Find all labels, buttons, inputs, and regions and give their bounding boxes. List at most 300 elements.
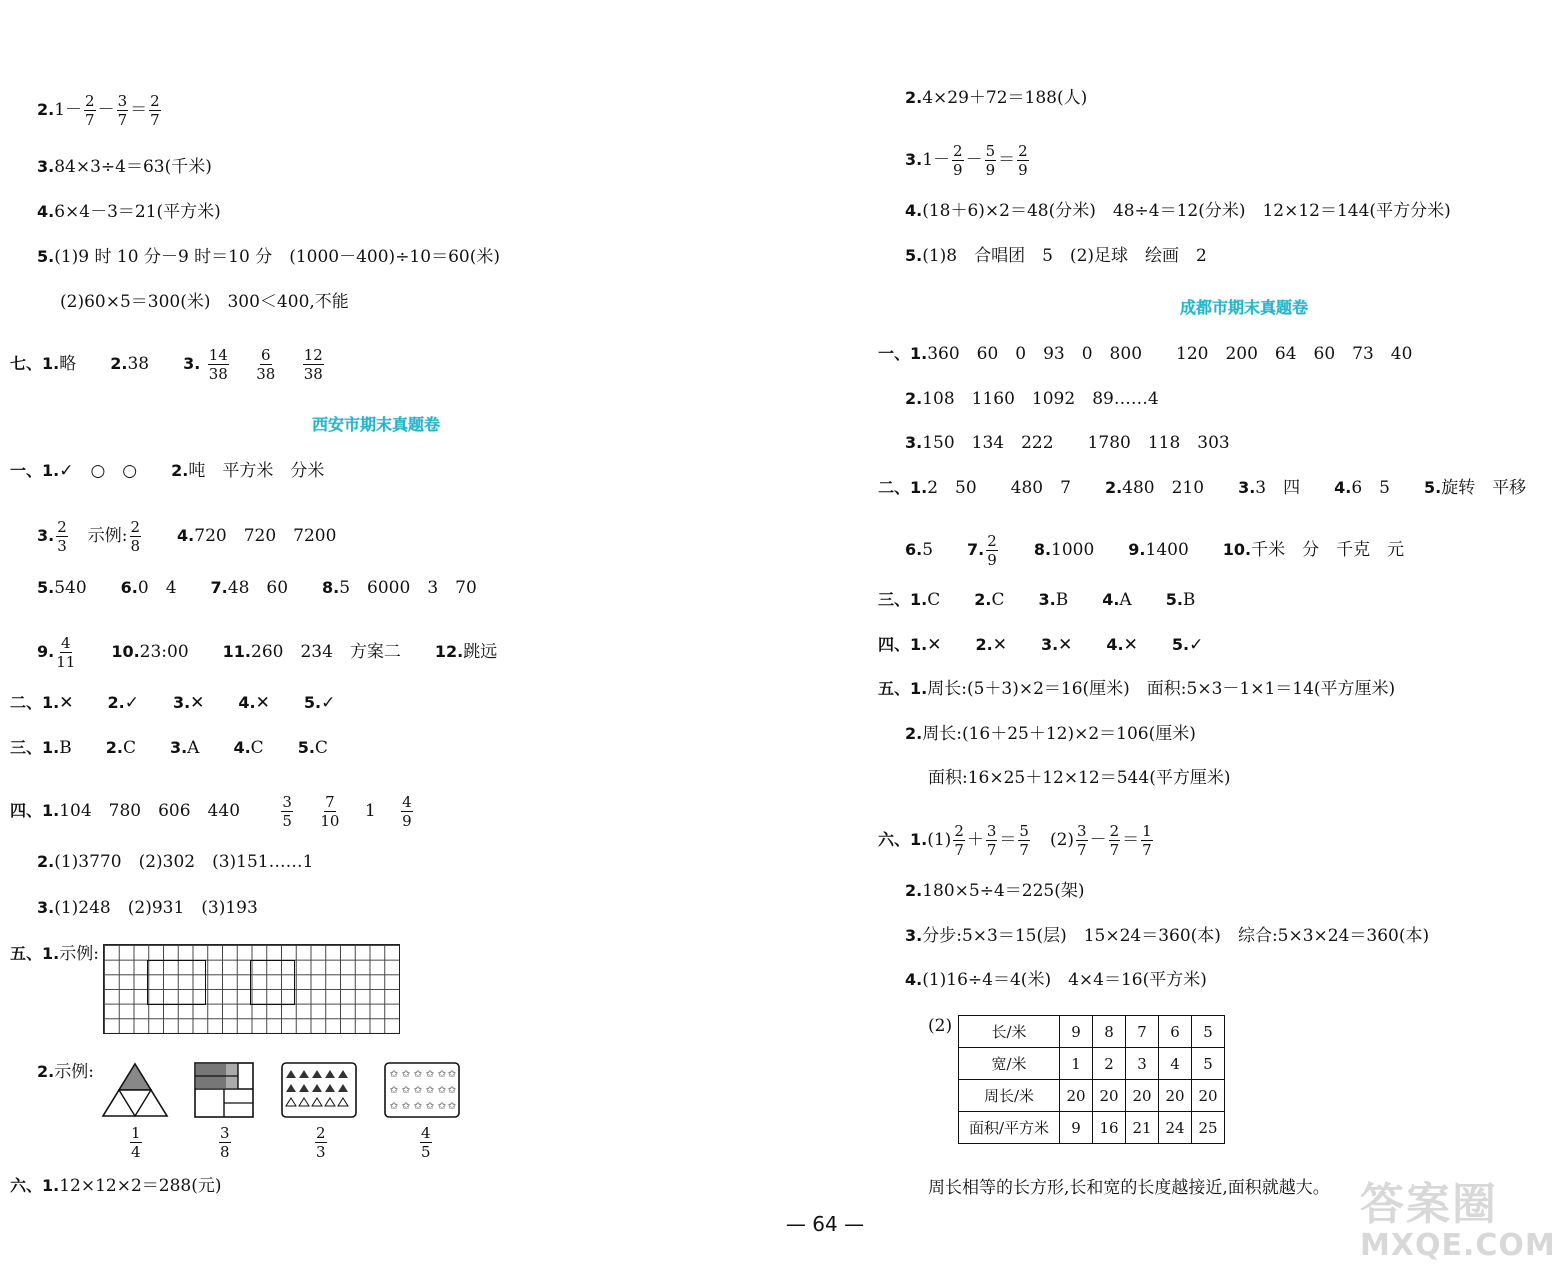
expr-text: 1－: [922, 150, 951, 170]
item-number: 2.: [107, 693, 125, 712]
table-cell: 9: [1060, 1112, 1093, 1144]
table-cell: 6: [1159, 1016, 1192, 1048]
expr-text: ＝: [1122, 830, 1140, 850]
numerator: 5: [1019, 822, 1029, 840]
answer-text: B: [1182, 590, 1196, 610]
answer-line: [905, 142, 1031, 179]
numerator: 4: [60, 634, 71, 652]
answer-line: [37, 634, 497, 671]
numerator: 2: [954, 822, 964, 840]
answer-text: ✕: [59, 693, 74, 713]
svg-text:✩: ✩: [413, 1069, 423, 1080]
page-number: — 64 —: [785, 1212, 865, 1236]
denominator: 9: [987, 551, 997, 569]
item-number: 3.: [1038, 590, 1056, 609]
expr-text: ＋: [966, 830, 984, 850]
item-number: 2.: [37, 1062, 55, 1081]
section-title-xian: 西安市期末真题卷: [312, 415, 441, 434]
answer-text: 示例:: [87, 526, 128, 546]
svg-text:✩: ✩: [447, 1085, 457, 1096]
answer-line: [37, 200, 221, 224]
answer-line: [905, 968, 1207, 992]
answer-text: 260 234 方案二: [251, 642, 401, 662]
svg-text:✩: ✩: [447, 1069, 457, 1080]
svg-text:✩: ✩: [413, 1085, 423, 1096]
answer-line: [37, 518, 336, 555]
item-number: 三、1.: [878, 590, 928, 609]
item-number: 4.: [233, 738, 251, 757]
answer-line: [10, 459, 324, 483]
grid-figure: [103, 944, 400, 1034]
item-number: 2.: [905, 389, 923, 408]
answer-text: 示例:: [54, 1062, 94, 1082]
item-number: 四、1.: [878, 635, 928, 654]
answer-text: 2 50 480 7: [927, 478, 1071, 498]
answer-text: 23:00: [139, 642, 189, 662]
answer-line: [905, 722, 1196, 746]
fraction: [953, 822, 965, 859]
answer-text: 0 4: [137, 578, 177, 598]
table-header-cell: 宽/米: [959, 1048, 1060, 1080]
answer-line: [37, 896, 258, 920]
item-number: 七、1.: [10, 354, 60, 373]
item-number: 2.: [974, 590, 992, 609]
svg-text:✩: ✩: [437, 1085, 447, 1096]
answer-text: 84×3÷4＝63(千米): [54, 157, 212, 177]
item-number: 5.: [37, 247, 55, 266]
table-cell: 21: [1126, 1112, 1159, 1144]
numerator: 2: [953, 142, 963, 160]
table-cell: 8: [1093, 1016, 1126, 1048]
item-number: 3.: [183, 354, 201, 373]
svg-text:✩: ✩: [401, 1069, 411, 1080]
item-number: 5.: [1423, 478, 1442, 497]
item-number: 8.: [322, 578, 340, 597]
answer-text: 旋转 平移: [1441, 478, 1527, 498]
table-cell: 5: [1192, 1016, 1225, 1048]
denominator: 11: [56, 653, 76, 671]
item-number: 10.: [1222, 540, 1252, 559]
item-number: 10.: [111, 642, 140, 661]
answer-line: [60, 290, 349, 314]
fraction: [256, 346, 275, 383]
denominator: 7: [1077, 841, 1087, 859]
answer-text: A: [187, 738, 200, 758]
expr-text: ＝: [998, 150, 1016, 170]
fraction: [208, 346, 229, 383]
denominator: 9: [985, 161, 996, 179]
numerator: 1: [1142, 822, 1152, 840]
table-cell: 3: [1126, 1048, 1159, 1080]
item-number: 3.: [37, 157, 55, 176]
item-number: 4.: [1102, 590, 1120, 609]
answer-text: 1400: [1145, 540, 1189, 560]
answer-line: [37, 576, 477, 600]
item-number: 五、1.: [878, 679, 928, 698]
denominator: 38: [256, 365, 276, 383]
item-number: 2.: [905, 724, 923, 743]
answer-text: ✕: [190, 693, 205, 713]
item-number: 二、1.: [878, 478, 928, 497]
item-number: 6.: [120, 578, 138, 597]
numerator: 7: [325, 793, 335, 811]
fraction: [1109, 822, 1121, 859]
svg-text:✩: ✩: [447, 1101, 457, 1112]
numerator: 1: [131, 1124, 141, 1142]
answer-text: (1)16÷4＝4(米) 4×4＝16(平方米): [922, 970, 1207, 990]
figure-caption: [313, 1124, 329, 1161]
svg-text:✩: ✩: [389, 1069, 399, 1080]
answer-text: 480 210: [1122, 478, 1205, 498]
item-number: 5.: [1171, 635, 1190, 654]
answer-line: [878, 342, 1412, 366]
table-row: [959, 1048, 1225, 1080]
triangle-figure: [101, 1062, 169, 1118]
item-number: 二、1.: [10, 693, 60, 712]
answer-text: C: [927, 590, 941, 610]
item-number: 3.: [169, 738, 188, 757]
numerator: 4: [402, 793, 412, 811]
answer-text: ✓ ○ ○: [59, 461, 138, 481]
answer-line: [10, 793, 415, 830]
triangles-figure: [281, 1062, 357, 1118]
answer-line: [928, 766, 1230, 790]
item-number: 12.: [434, 642, 464, 661]
fraction: [401, 793, 413, 830]
item-number: 一、1.: [10, 461, 60, 480]
item-number: 2.: [110, 354, 128, 373]
answer-text: (18＋6)×2＝48(分米) 48÷4＝12(分米) 12×12＝144(平方分米): [922, 201, 1451, 221]
svg-text:✩: ✩: [425, 1069, 435, 1080]
denominator: 38: [303, 365, 323, 383]
answer-line: [37, 1060, 94, 1084]
item-number: 2.: [171, 461, 189, 480]
svg-text:✩: ✩: [437, 1101, 447, 1112]
denominator: 7: [150, 111, 160, 129]
denominator: 38: [208, 365, 228, 383]
answer-text: ✕: [927, 635, 942, 655]
answer-text: (1)8 合唱团 5 (2)足球 绘画 2: [922, 246, 1207, 266]
answer-text: (2)60×5＝300(米) 300＜400,不能: [60, 292, 349, 312]
item-number: 7.: [210, 578, 228, 597]
expr-text: －: [1089, 830, 1107, 850]
answer-text: 150 134 222 1780 118 303: [922, 433, 1230, 453]
item-number: 2.: [37, 852, 55, 871]
item-number: 9.: [37, 642, 55, 661]
answer-line: [905, 86, 1087, 110]
item-number: 5.: [37, 578, 55, 597]
svg-text:✩: ✩: [401, 1101, 411, 1112]
expr-text: 1－: [54, 100, 83, 120]
table-cell: 20: [1159, 1080, 1192, 1112]
answer-line: [905, 924, 1429, 948]
table-cell: 20: [1192, 1080, 1225, 1112]
item-number: 4.: [905, 201, 923, 220]
watermark-logo: [1360, 1168, 1556, 1263]
item-number: 六、1.: [878, 830, 928, 849]
svg-text:✩: ✩: [389, 1101, 399, 1112]
item-number: 4.: [905, 970, 923, 989]
answer-line: [10, 1174, 222, 1198]
expr-text: (2): [1049, 830, 1075, 850]
answer-text: 5 6000 3 70: [339, 578, 477, 598]
figure-caption: [418, 1124, 434, 1161]
denominator: 8: [220, 1143, 230, 1161]
expr-text: －: [97, 100, 115, 120]
expr-text: ＝: [130, 100, 148, 120]
denominator: 9: [402, 812, 412, 830]
grid-rectangle: [147, 960, 206, 1005]
answer-text: (1)248 (2)931 (3)193: [54, 898, 258, 918]
table-cell: 5: [1192, 1048, 1225, 1080]
numerator: 2: [316, 1124, 326, 1142]
answer-text: ✕: [1123, 635, 1138, 655]
numerator: 5: [985, 142, 996, 160]
answer-line: [37, 245, 500, 269]
answer-text: ✕: [255, 693, 270, 713]
item-number: 5.: [303, 693, 322, 712]
fraction: [56, 634, 75, 671]
item-number: 3.: [905, 926, 923, 945]
answer-text: 180×5÷4＝225(架): [922, 881, 1085, 901]
answer-text: 108 1160 1092 89……4: [922, 389, 1159, 409]
figure-caption: [128, 1124, 144, 1161]
item-number: 2.: [975, 635, 993, 654]
answer-text: C: [250, 738, 264, 758]
answer-line: [928, 1014, 952, 1038]
answer-line: [878, 633, 1203, 657]
numerator: 6: [260, 346, 271, 364]
answer-text: 104 780 606 440: [59, 801, 241, 821]
item-number: 2.: [1104, 478, 1123, 497]
numerator: 14: [208, 346, 228, 364]
answer-line: [37, 92, 163, 129]
answer-text: 1: [364, 801, 376, 821]
watermark-url: MXQE.COM: [1360, 1228, 1556, 1263]
fraction: [1141, 822, 1153, 859]
numerator: 12: [303, 346, 323, 364]
table-row: [959, 1016, 1225, 1048]
answer-text: ✕: [1058, 635, 1073, 655]
answer-line: [878, 822, 1155, 859]
item-number: 6.: [905, 540, 923, 559]
item-number: 4.: [1106, 635, 1124, 654]
answer-text: 360 60 0 93 0 800 120 200 64 60 73 40: [927, 344, 1413, 364]
answer-text: 540: [54, 578, 87, 598]
item-number: 7.: [967, 540, 985, 559]
grid-square: [250, 960, 295, 1005]
svg-text:✩: ✩: [425, 1101, 435, 1112]
item-number: 3.: [37, 898, 55, 917]
answer-text: A: [1119, 590, 1132, 610]
answer-text: C: [122, 738, 136, 758]
answer-text: 分步:5×3＝15(层) 15×24＝360(本) 综合:5×3×24＝360(本): [922, 926, 1430, 946]
item-number: 4.: [1334, 478, 1352, 497]
answer-text: (1)3770 (2)302 (3)151……1: [54, 852, 314, 872]
denominator: 3: [316, 1143, 326, 1161]
denominator: 9: [953, 161, 963, 179]
answer-text: ✓: [321, 693, 336, 713]
item-number: 2.: [105, 738, 123, 757]
table-cell: 1: [1060, 1048, 1093, 1080]
table-cell: 9: [1060, 1016, 1093, 1048]
item-number: 3.: [1238, 478, 1256, 497]
table-cell: 2: [1093, 1048, 1126, 1080]
item-number: 2.: [905, 88, 923, 107]
table-row: [959, 1080, 1225, 1112]
answer-text: 4×29＋72＝188(人): [922, 88, 1088, 108]
denominator: 5: [421, 1143, 431, 1161]
denominator: 3: [57, 537, 67, 555]
answer-text: ✕: [992, 635, 1007, 655]
answer-text: 38: [127, 354, 150, 374]
numerator: 2: [1109, 822, 1120, 840]
fraction: [56, 518, 68, 555]
numerator: 3: [986, 822, 997, 840]
denominator: 10: [320, 812, 340, 830]
fraction: [130, 518, 142, 555]
numerator: 2: [987, 532, 997, 550]
item-number: 3.: [172, 693, 191, 712]
item-number: 一、1.: [878, 344, 928, 363]
fraction: [303, 346, 324, 383]
denominator: 7: [1142, 841, 1152, 859]
numerator: 3: [1077, 822, 1087, 840]
answer-line: [905, 387, 1159, 411]
answer-text: 48 60: [227, 578, 289, 598]
answer-line: [37, 850, 313, 874]
answer-text: 6 5: [1351, 478, 1390, 498]
table-cell: 25: [1192, 1112, 1225, 1144]
answer-line: [905, 199, 1451, 223]
item-number: 2.: [905, 881, 923, 900]
item-number: 5.: [905, 246, 923, 265]
fraction: [84, 92, 96, 129]
fraction: [149, 92, 161, 129]
svg-text:✩: ✩: [389, 1085, 399, 1096]
answer-line: [10, 736, 328, 760]
answer-text: C: [991, 590, 1005, 610]
item-number: 2.: [37, 100, 55, 119]
denominator: 7: [1109, 841, 1120, 859]
answer-text: 周长:(5＋3)×2＝16(厘米) 面积:5×3－1×1＝14(平方厘米): [927, 679, 1396, 699]
fraction: [985, 142, 997, 179]
answer-line: [905, 532, 1404, 569]
item-number: 4.: [238, 693, 256, 712]
answer-text: 720 720 7200: [194, 526, 337, 546]
item-number: 4.: [177, 526, 195, 545]
denominator: 4: [131, 1143, 141, 1161]
answer-line: [10, 691, 335, 715]
expr-text: ＝: [999, 830, 1017, 850]
svg-text:✩: ✩: [401, 1085, 411, 1096]
svg-text:✩: ✩: [437, 1069, 447, 1080]
numerator: 4: [421, 1124, 431, 1142]
watermark-text: 答案圈: [1360, 1179, 1498, 1230]
numerator: 2: [85, 92, 95, 110]
item-number: 六、1.: [10, 1176, 60, 1195]
answer-line: [878, 588, 1195, 612]
figure-caption: [217, 1124, 233, 1161]
numerator: 2: [1018, 142, 1028, 160]
item-number: 四、1.: [10, 801, 60, 820]
numerator: 2: [57, 518, 67, 536]
table-header-cell: 长/米: [959, 1016, 1060, 1048]
fraction: [1018, 822, 1030, 859]
answer-text: C: [314, 738, 328, 758]
denominator: 5: [282, 812, 292, 830]
numerator: 3: [282, 793, 292, 811]
rectangle-figure: [194, 1062, 254, 1118]
answer-line: [878, 476, 1526, 500]
table-cell: 4: [1159, 1048, 1192, 1080]
item-number: 9.: [1128, 540, 1146, 559]
table-cell: 24: [1159, 1112, 1192, 1144]
fraction: [952, 142, 964, 179]
answer-text: 千米 分 千克 元: [1251, 540, 1405, 560]
denominator: 7: [1019, 841, 1029, 859]
item-number: 5.: [297, 738, 315, 757]
rectangle-table: [958, 1015, 1225, 1144]
denominator: 7: [954, 841, 964, 859]
item-number: 4.: [37, 202, 55, 221]
expr-text: －: [965, 150, 983, 170]
denominator: 7: [85, 111, 95, 129]
answer-text: ✓: [124, 693, 139, 713]
item-number: 8.: [1033, 540, 1052, 559]
item-number: 五、1.: [10, 944, 60, 963]
table-header-cell: 周长/米: [959, 1080, 1060, 1112]
answer-text: 12×12×2＝288(元): [59, 1176, 222, 1196]
table-cell: 20: [1093, 1080, 1126, 1112]
answer-text: 面积:16×25＋12×12＝544(平方厘米): [928, 768, 1231, 788]
item-number: 3.: [1040, 635, 1059, 654]
answer-text: 示例:: [59, 944, 99, 964]
denominator: 8: [130, 537, 141, 555]
answer-line: [878, 677, 1395, 701]
item-number: 3.: [905, 433, 923, 452]
section-title-chengdu: 成都市期末真题卷: [1180, 298, 1309, 317]
answer-text: 1000: [1051, 540, 1095, 560]
item-number: 5.: [1165, 590, 1183, 609]
answer-line: [10, 346, 326, 383]
fraction: [117, 92, 129, 129]
numerator: 2: [150, 92, 160, 110]
fraction: [281, 793, 293, 830]
item-number: 3.: [37, 526, 55, 545]
item-number: 3.: [905, 150, 923, 169]
answer-line: [905, 244, 1207, 268]
answer-text: (1)9 时 10 分－9 时＝10 分 (1000－400)÷10＝60(米): [54, 247, 500, 267]
stars-figure: [384, 1062, 460, 1118]
conclusion-text: 周长相等的长方形,长和宽的长度越接近,面积就越大。: [928, 1178, 1330, 1198]
answer-text: 吨 平方米 分米: [188, 461, 325, 481]
answer-text: B: [59, 738, 72, 758]
answer-line: [37, 155, 212, 179]
answer-line: [905, 879, 1085, 903]
fraction: [1017, 142, 1029, 179]
answer-text: (2): [928, 1016, 953, 1036]
table-cell: 20: [1126, 1080, 1159, 1112]
answer-text: 3 四: [1255, 478, 1301, 498]
fraction: [320, 793, 339, 830]
answer-text: 跳远: [463, 642, 498, 662]
fraction: [1076, 822, 1088, 859]
table-cell: 7: [1126, 1016, 1159, 1048]
answer-line: [10, 942, 99, 966]
denominator: 7: [986, 841, 997, 859]
answer-text: 略: [59, 354, 77, 374]
